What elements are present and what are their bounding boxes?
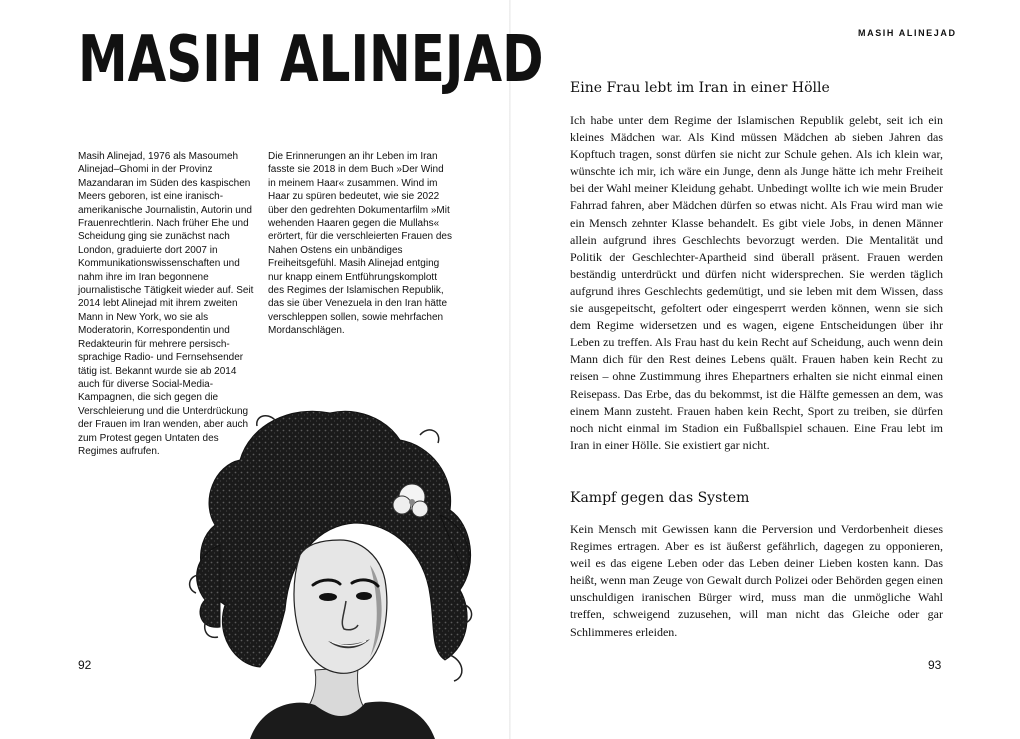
section-heading-1: Eine Frau lebt im Iran in einer Hölle (570, 80, 830, 96)
page-number-right: 93 (928, 658, 942, 672)
body-paragraph-2: Kein Mensch mit Gewissen kann die Perversion und Verdorbenheit dieses Regimes ertragen. Aber es ist äußerst gefährlich, dagegen zu opponieren, weil es das eigene Leben oder das Leben deiner Lieben kosten kann. Das heißt, wenn man Zeuge von Gewalt durch Polizei oder Behörden gegen einen unschuldigen iranischen Bürger wird, muss man die unmögliche Wahl treffen, schweigend zuzusehen, will man nicht das Gleiche oder gar Schlimmeres erleiden. (570, 522, 943, 639)
page-number-left: 92 (78, 658, 92, 672)
body-paragraph-1: Ich habe unter dem Regime der Islamischen Republik gelebt, seit ich ein kleines Mädchen war. Als Kind müssen Mädchen ab sieben Jahren das Kopftuch tragen, sonst dürfen sie nicht zur Schule gehen. Als ich klein war, wünschte ich mir, ich wäre ein Junge, denn als Junge hätte ich mehr Freiheit bei der Wahl meiner Kleidung gehabt. Unbedingt wollte ich wie mein Bruder Fahrrad fahren, aber Mädchen dürfen so etwas nicht. Als Frau wird man wie ein Mensch zehnter Klasse behandelt. Es gibt viele Jobs, in denen Männer allein aufgrund ihres Geschlechts bevorzugt werden. Die Mentalität und Politik der Geschlechter-Apartheid sind überall präsent. Frauen werden beständig unterdrückt und dürfen nicht widersprechen. Sie werden täglich aufgrund ihres Geschlechts gedemütigt, und sie leben mit dem Wissen, dass sie ausgepeitscht, gefoltert oder eingesperrt werden können, wenn sie sich dem Regime widersetzen und es wagen, eigene Entscheidungen über ihr Leben zu treffen. Als Frau hast du kein Recht auf Scheidung, auch wenn dein Mann dich für den Rest deines Lebens quält. Frauen haben kein Recht zu reisen – ohne Zustimmung ihres Ehepartners erhalten sie nicht einmal einen Reisepass. Das Erbe, das du bekommst, ist die Hälfte gemessen an dem, was einem Mann zusteht. Frauen haben kein Recht, Sport zu treiben, sie dürfen noch nicht einmal im Stadion ein Fußballspiel schauen. Eine Frau lebt im Iran in einer Hölle. Sie existiert gar nicht. (570, 113, 943, 452)
page-title: MASIH ALINEJAD (78, 23, 544, 97)
bio-text-column-1: Masih Alinejad, 1976 als Masoumeh Alinejad–Ghomi in der Provinz Mazandaran im Süden des kaspischen Meers geboren, ist eine iranisch-amerikanische Journalistin, Autorin und Frauenrechtlerin. Nach früher Ehe und Scheidung ging sie zunächst nach London, graduierte dort 2007 in Kommunikationswissenschaften und nahm ihre im Iran begonnene journalistische Tätigkeit wieder auf. Seit 2014 lebt Alinejad mit ihrem zweiten Mann in New York, wo sie als Moderatorin, Korrespondentin und Redakteurin für mehrere persisch-sprachige Radio- und Fernsehsender tätig ist. Bekannt wurde sie ab 2014 auch für diverse Social-Media-Kampagnen, die sich gegen die Verschleierung und die Unterdrückung der Frauen im Iran wenden, aber auch zum Protest gegen Untaten des Regimes aufrufen. (78, 151, 254, 457)
portrait-illustration (180, 405, 480, 739)
running-header: MASIH ALINEJAD (858, 28, 957, 38)
section-heading-2: Kampf gegen das System (570, 490, 750, 506)
bio-text-column-2: Die Erinnerungen an ihr Leben im Iran fasste sie 2018 in dem Buch »Der Wind in meinem Haar« zusammen. Wind im Haar zu spüren bedeutet, wie sie 2022 über den gedrehten Dokumentarfilm »Mit wehenden Haaren gegen die Mullahs« erörtert, für die verschleierten Frauen des Nahen Ostens ein unbändiges Freiheitsgefühl. Masih Alinejad entging nur knapp einem Entführungskomplott des Regimes der Islamischen Republik, das sie über Venezuela in den Iran hätte verschleppen sollen, sowie mehrfachen Mordanschlägen. (268, 151, 452, 337)
book-gutter (509, 0, 511, 739)
